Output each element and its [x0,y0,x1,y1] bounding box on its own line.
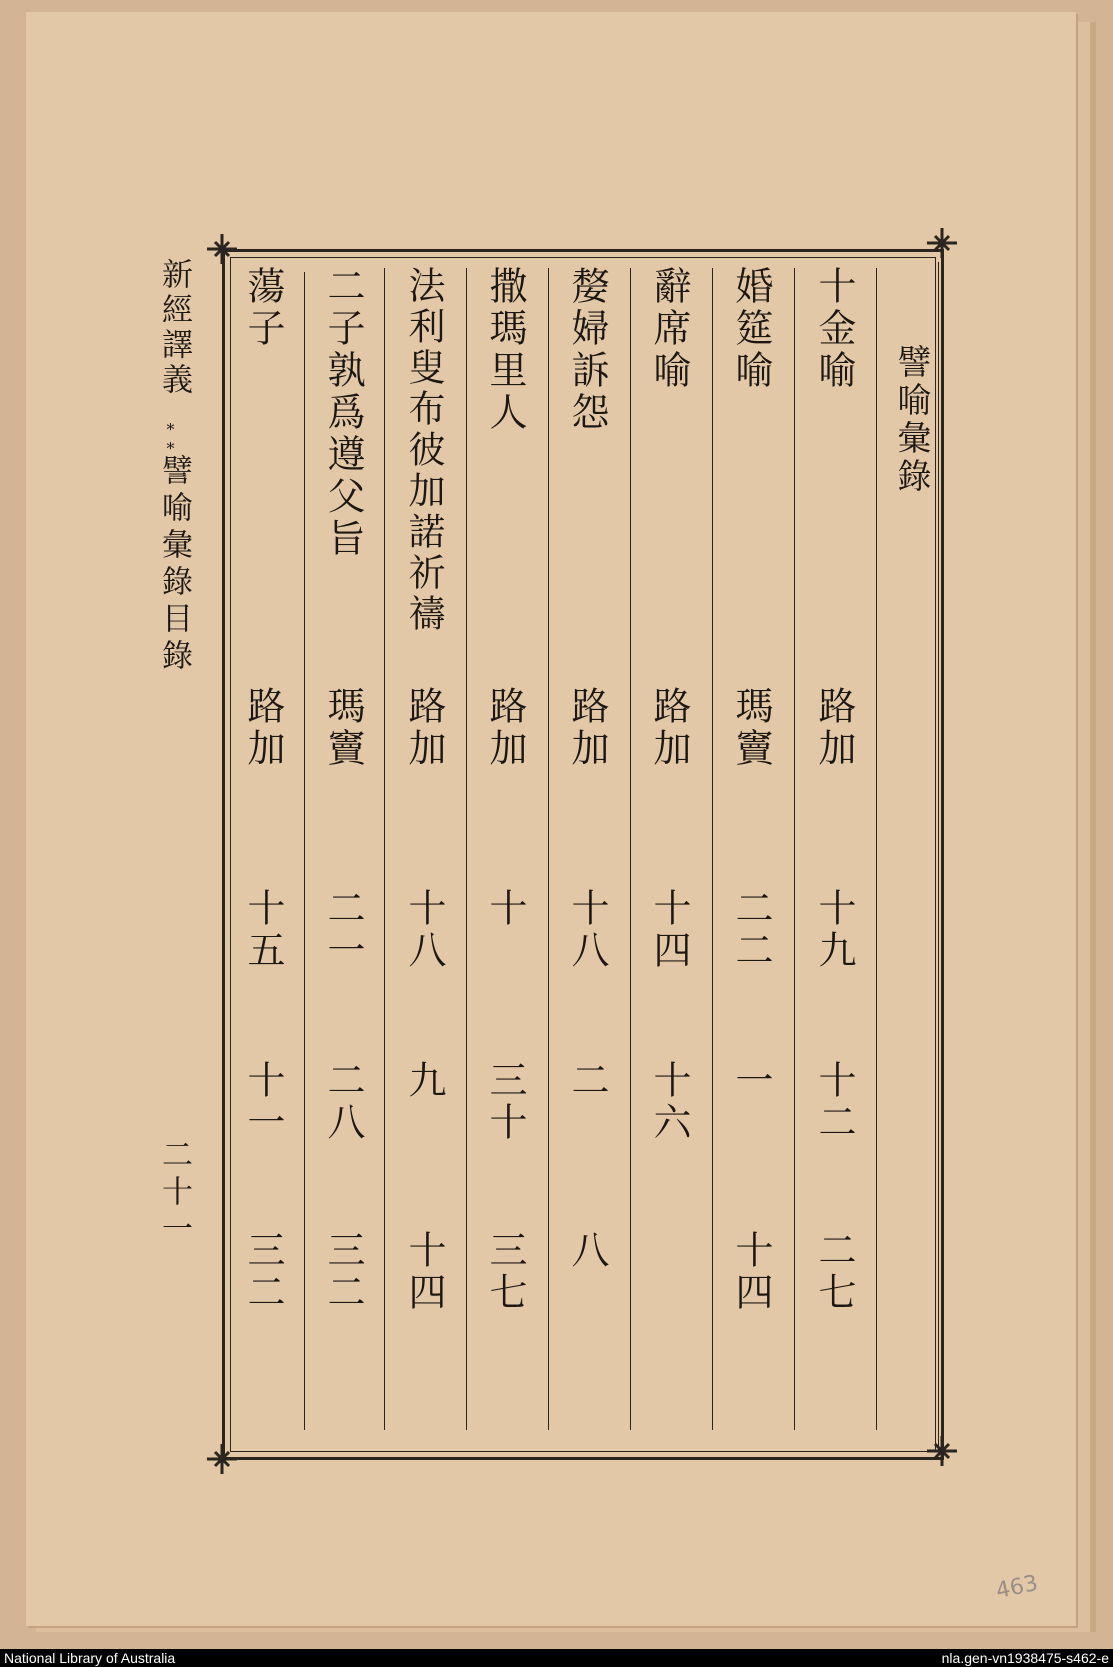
entry-book: 路加 [483,686,527,770]
column-rule [304,272,305,1430]
entry-verse-start: 一 [729,1060,773,1102]
column-rule [876,268,877,1430]
entry-chapter: 十四 [647,888,691,972]
table-title: 譬喻彙錄 [891,344,931,496]
entry-verse-end: 三七 [483,1230,527,1314]
entry-verse-end: 十四 [402,1230,446,1314]
corner-ornament-icon [205,1442,239,1476]
credit-bar [0,1649,1113,1667]
entry-chapter: 二二 [729,888,773,972]
entry-chapter: 十八 [402,888,446,972]
entry-verse-start: 十二 [812,1060,856,1144]
column-rule [548,268,549,1430]
entry-title: 法利叟布彼加諾祈禱 [402,266,445,635]
entry-book: 瑪竇 [321,686,365,770]
entry-book: 路加 [402,686,446,770]
frame-double-rule [938,262,943,1452]
entry-title: 嫠婦訴怨 [565,266,609,434]
entry-verse-start: 三十 [483,1060,527,1144]
entry-chapter: 二一 [321,888,365,972]
entry-verse-start: 二八 [321,1060,365,1144]
corner-ornament-icon [925,226,959,260]
running-title: 新經譯義 [156,258,192,398]
title-separator: ** [161,420,180,458]
entry-title: 撒瑪里人 [483,266,527,434]
entry-book: 路加 [241,686,285,770]
entry-verse-end: 三二 [321,1230,365,1314]
page-number: 二十一 [156,1138,192,1249]
entry-book: 路加 [812,686,856,770]
column-rule [466,268,467,1430]
column-rule [712,268,713,1430]
entry-book: 路加 [565,686,609,770]
entry-chapter: 十九 [812,888,856,972]
entry-verse-start: 十六 [647,1060,691,1144]
column-rule [384,268,385,1430]
section-title: 譬喻彙錄目錄 [156,454,192,676]
entry-chapter: 十五 [241,888,285,972]
corner-ornament-icon [205,232,239,266]
entry-title: 十金喻 [812,266,856,392]
entry-title: 蕩子 [241,266,285,350]
entry-title: 辭席喻 [647,266,691,392]
entry-book: 路加 [647,686,691,770]
entry-verse-end: 十四 [729,1230,773,1314]
entry-verse-end: 三二 [241,1230,285,1314]
column-rule [794,268,795,1430]
entry-title: 二子孰爲遵父旨 [321,266,365,560]
entry-chapter: 十八 [565,888,609,972]
pencil-annotation: 463 [993,1570,1041,1605]
entry-verse-start: 十一 [241,1060,285,1144]
column-rule [630,268,631,1430]
entry-verse-end: 二七 [812,1230,856,1314]
corner-ornament-icon [925,1434,959,1468]
record-identifier: nla.gen-vn1938475-s462-e [941,1650,1109,1666]
entry-book: 瑪竇 [729,686,773,770]
entry-title: 婚筵喻 [729,266,773,392]
entry-chapter: 十 [483,888,527,930]
library-credit: National Library of Australia [4,1650,176,1666]
entry-verse-start: 二 [565,1060,609,1102]
entry-verse-start: 九 [402,1060,446,1102]
entry-verse-end: 八 [565,1230,609,1272]
